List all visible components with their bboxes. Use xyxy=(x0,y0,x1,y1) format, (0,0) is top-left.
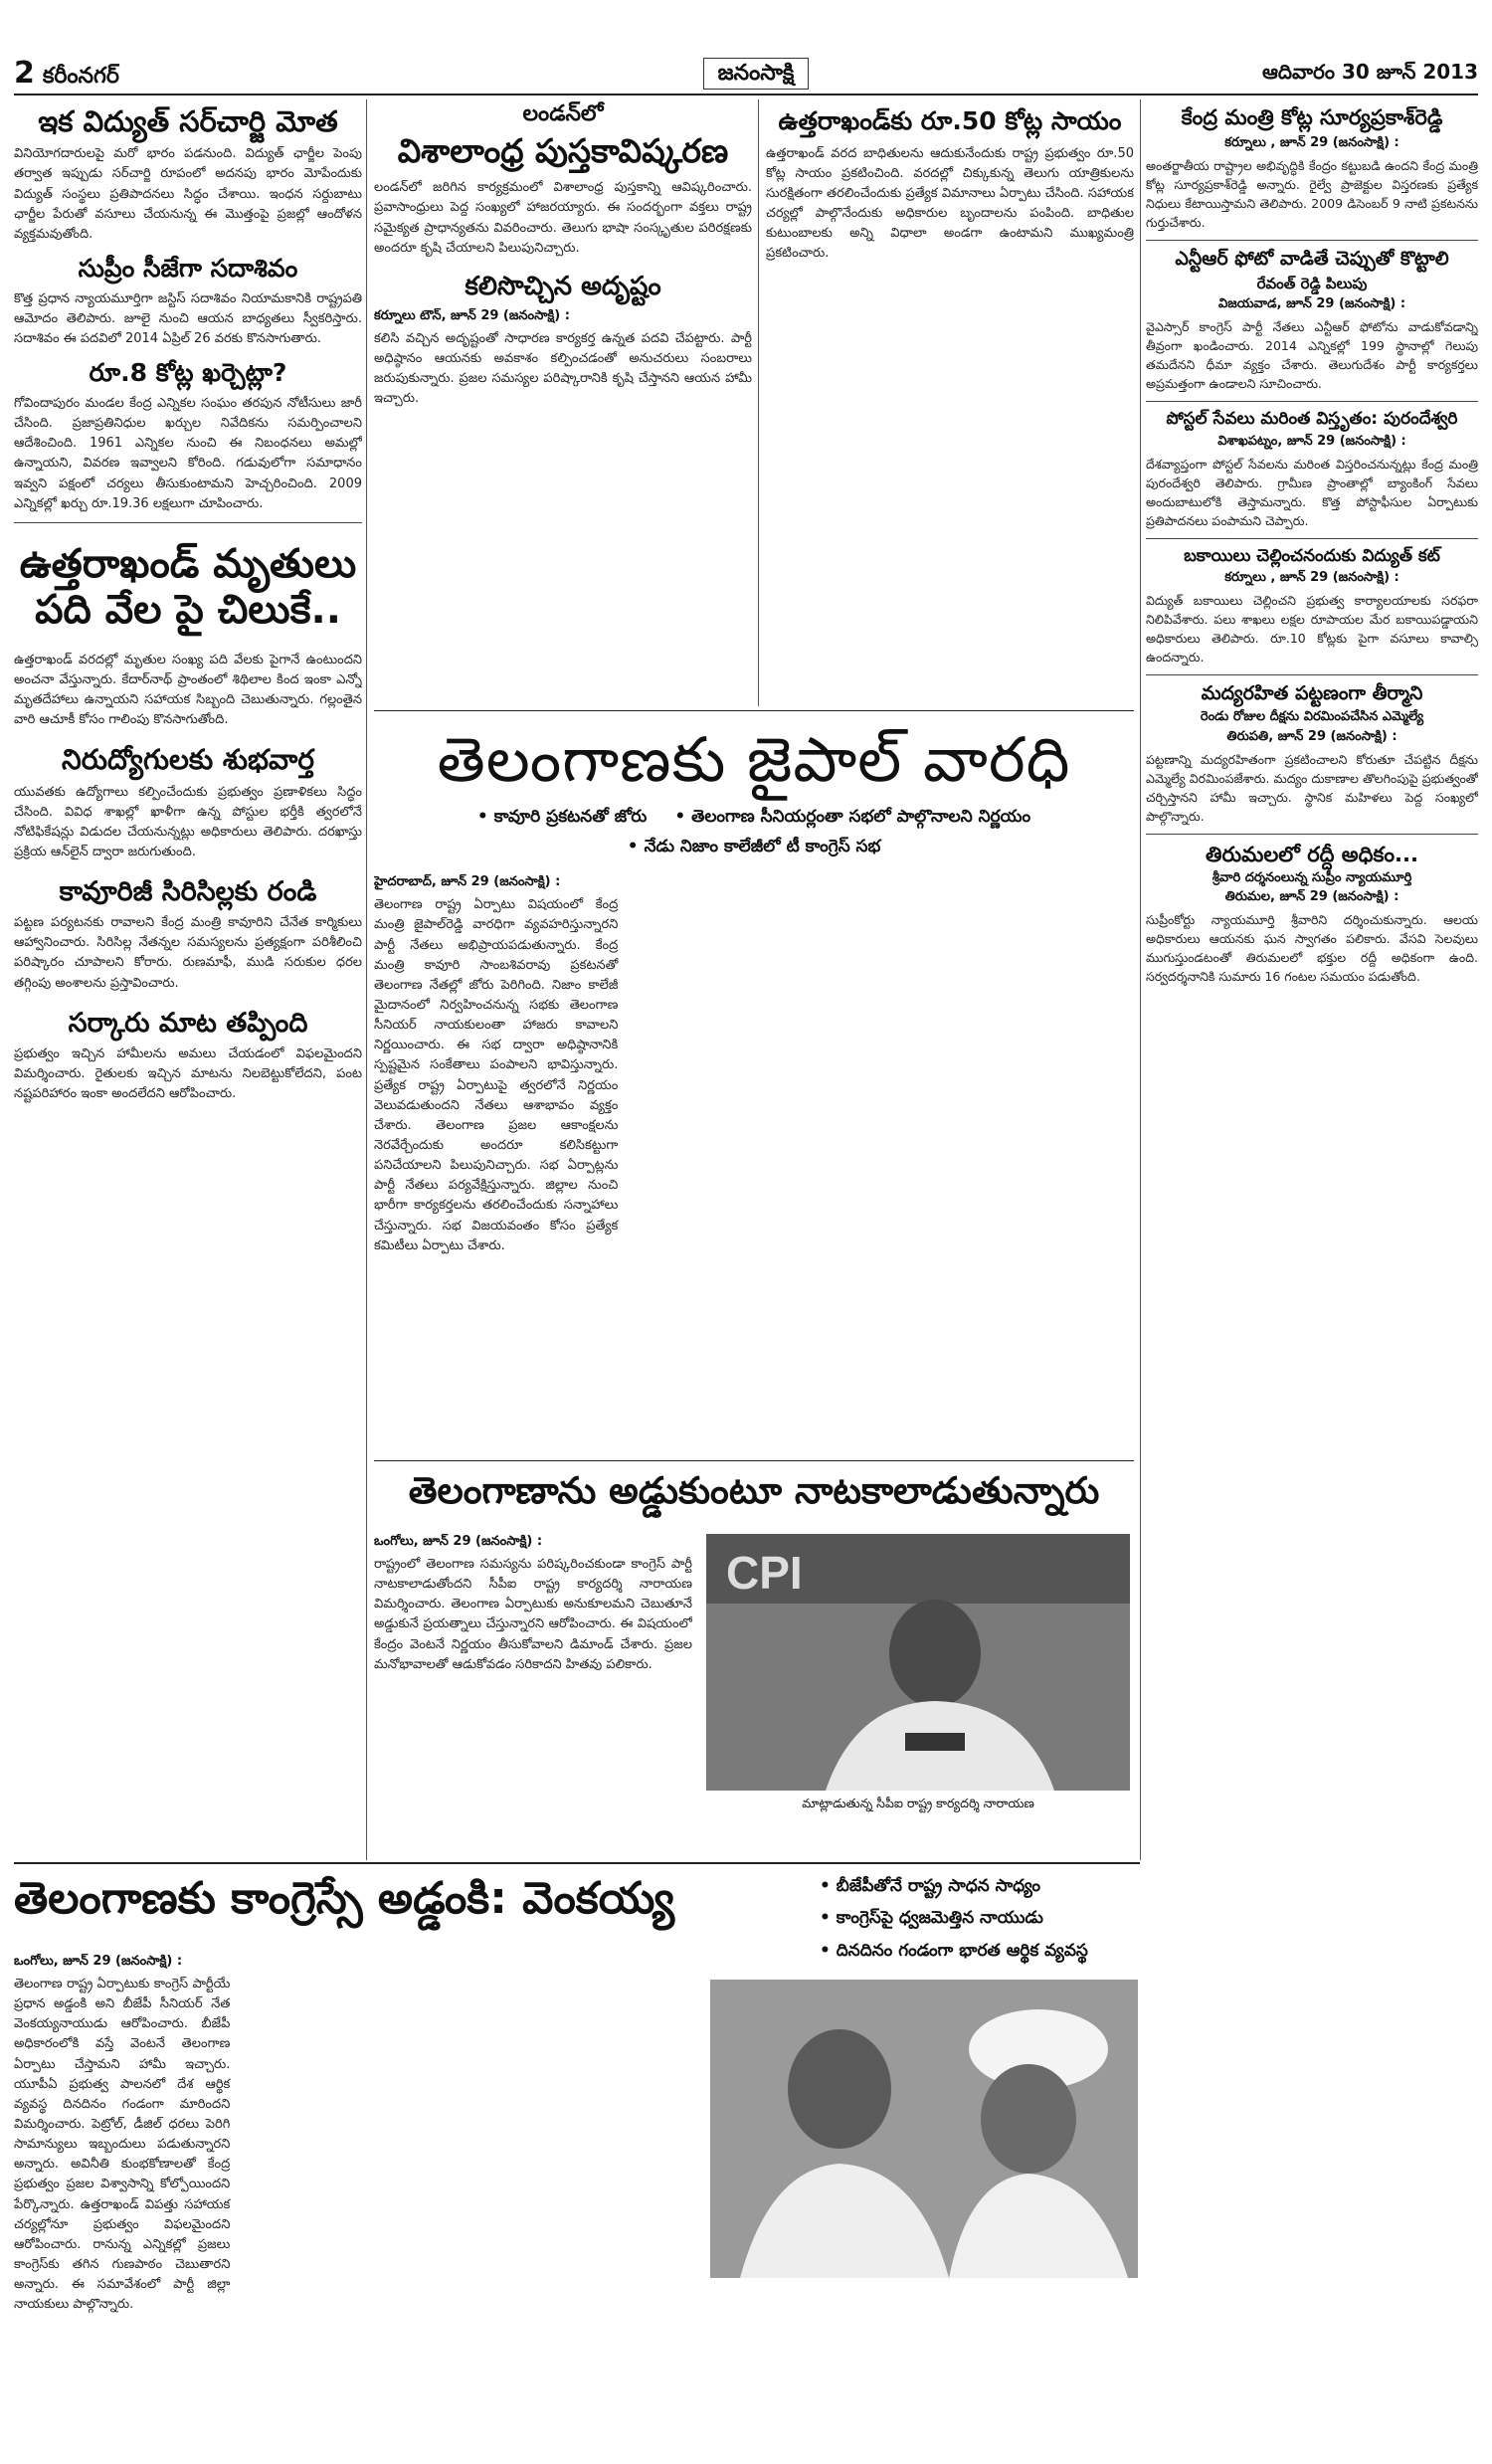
divider xyxy=(1146,674,1478,675)
cpi-banner-text: CPI xyxy=(726,1547,803,1599)
column-rule xyxy=(1140,99,1141,1860)
story-kotla-headline: కేంద్ర మంత్రి కోట్ల సూర్యప్రకాశ్‌రెడ్డి xyxy=(1181,105,1443,129)
lead-bullet: • తెలంగాణ సీనియర్లంతా సభలో పాల్గొనాలని నిర్ణయం xyxy=(674,807,1030,831)
cpi-byline: ఒంగోలు, జూన్ 29 (జనంసాక్షి) : xyxy=(374,1534,543,1549)
story-london-headline: విశాలాంధ్ర పుస్తకావిష్కరణ xyxy=(397,131,729,171)
story-postal-headline: పోస్టల్ సేవలు మరింత విస్తృతం: పురందేశ్వరి xyxy=(1166,408,1458,429)
story-kotla-body: అంతర్జాతీయ రాష్ట్రాల అభివృద్ధికి కేంద్రం కట్టుబడి ఉందని కేంద్ర మంత్రి కోట్ల సూర్యప్రకాశ్‌రెడ్డి అన్నారు. రైల్వే ప్రాజెక్టుల విస్తరణకు ప్రత్యేక నిధులు కేటాయిస్తామని తెలిపారు. 2009 డిసెంబర్ 9 నాటి ప్రకటనను గుర్తుచేశారు. xyxy=(1146,158,1478,231)
story-kotla-byline: కర్నూలు , జూన్ 29 (జనంసాక్షి) : xyxy=(1224,135,1399,151)
lead-bullets xyxy=(374,807,1134,831)
story-surcharge-body: వినియోగదారులపై మరో భారం పడనుంది. విద్యుత్ ఛార్జీల పెంపు తర్వాత ఇప్పుడు సర్‌చార్జి రూపంలో అదనపు భారం మోపేందుకు విద్యుత్ సంస్థలు ప్రతిపాదనలు సిద్ధం చేశాయి. ఇంధన సర్దుబాటు ఛార్జీల పేరుతో వసూలు చేయనున్న ఈ మొత్తంపై ప్రజల్లో ఆందోళన వ్యక్తమవుతోంది. xyxy=(14,146,362,242)
venkaiah-bullet: • కాంగ్రెస్‌పై ధ్వజమెత్తిన నాయుడు xyxy=(820,1902,1140,1934)
divider xyxy=(1146,240,1478,241)
lead-body-columns xyxy=(374,874,1134,1392)
story-liquor-byline: తిరుపతి, జూన్ 29 (జనంసాక్షి) : xyxy=(1226,728,1398,744)
story-venkaiah xyxy=(14,1870,1140,2447)
masthead-center xyxy=(647,58,865,90)
cpi-caption: మాట్లాడుతున్న సీపీఐ రాష్ట్ర కార్యదర్శి నారాయణ xyxy=(802,1796,1034,1810)
story-tirumala-body: సుప్రీంకోర్టు న్యాయమూర్తి శ్రీవారిని దర్శించుకున్నారు. ఆలయ అధికారులు ఆయనకు ఘన స్వాగతం పలికారు. వేసవి సెలవులు ముగుస్తుండటంతో తిరుమలలో భక్తుల రద్దీ అధికంగా ఉంది. సర్వదర్శనానికి సుమారు 16 గంటల సమయం పడుతోంది. xyxy=(1146,912,1478,985)
lead-top-rule xyxy=(374,710,1134,711)
story-ntr-subhead: రేవంత్ రెడ్డి పిలుపు xyxy=(1256,274,1368,292)
story-ntr-body: వైఎస్సార్ కాంగ్రెస్ పార్టీ నేతలు ఎన్టీఆర్ ఫోటోను వాడుకోవడాన్ని తీవ్రంగా ఖండించారు. 2014 ఎన్నికల్లో 199 స్థానాల్లో గెలుపు తమదేనని ధీమా వ్యక్తం చేశారు. తెలుగుదేశం పార్టీ కార్యకర్తలు అప్రమత్తంగా ఉండాలని సూచించారు. xyxy=(1146,318,1478,391)
story-luck-body: కలిసి వచ్చిన అదృష్టంతో సాధారణ కార్యకర్త ఉన్నత పదవి చేపట్టారు. పార్టీ అధిష్ఠానం ఆయనకు అవకాశం కల్పించడంతో అనుచరులు సంబరాలు జరుపుకున్నారు. ప్రజల సమస్యల పరిష్కారానికి కృషి చేస్తానని ఆయన హామీ ఇచ్చారు. xyxy=(374,330,752,407)
story-london-body: లండన్‌లో జరిగిన కార్యక్రమంలో విశాలాంధ్ర పుస్తకాన్ని ఆవిష్కరించారు. ప్రవాసాంధ్రులు పెద్ద సంఖ్యలో హాజరయ్యారు. ఈ సందర్భంగా వక్తలు రాష్ట్ర సమైక్యత ప్రాధాన్యతను వివరించారు. తెలుగు భాషా సంస్కృతుల పరిరక్షణకు అందరూ కృషి చేయాలని పిలుపునిచ్చారు. xyxy=(374,180,752,256)
page-number: 2 xyxy=(14,56,35,91)
venkaiah-photo xyxy=(710,1980,1138,2278)
cpi-photo xyxy=(706,1534,1130,1791)
story-cpi xyxy=(374,1466,1134,1854)
lead-bullet: • నేడు నిజాం కాలేజీలో టీ కాంగ్రెస్ సభ xyxy=(628,837,880,860)
story-expense-headline: రూ.8 కోట్ల ఖర్చెట్లా? xyxy=(89,358,287,388)
venkaiah-bullets xyxy=(820,1870,1140,1980)
column-london xyxy=(374,99,752,706)
divider xyxy=(1146,538,1478,539)
story-surcharge-headline: ఇక విద్యుత్ సర్‌చార్జి మోత xyxy=(38,104,338,138)
story-luck-byline: కర్నూలు టౌన్, జూన్ 29 (జనంసాక్షి) : xyxy=(374,307,570,323)
story-jobs-body: యువతకు ఉద్యోగాలు కల్పించేందుకు ప్రభుత్వం ప్రణాళికలు సిద్ధం చేసింది. వివిధ శాఖల్లో ఖాళీగా ఉన్న పోస్టుల భర్తీకి త్వరలోనే నోటిఫికేషన్లు విడుదల చేయనున్నట్లు అధికారులు తెలిపారు. దరఖాస్తు ప్రక్రియ ఆన్‌లైన్ ద్వారా జరుగుతుంది. xyxy=(14,784,362,859)
column-rule xyxy=(366,99,367,1860)
story-sadasivam-headline: సుప్రీం సీజేగా సదాశివం xyxy=(78,254,298,284)
story-uttarakhand-deaths-headline: ఉత్తరాఖండ్ మృతులు పది వేల పై చిలుకే.. xyxy=(19,540,357,633)
story-govt-promise-body: ప్రభుత్వం ఇచ్చిన హామీలను అమలు చేయడంలో విఫలమైందని విమర్శించారు. రైతులకు ఇచ్చిన మాటను నిలబెట్టుకోలేదని, పంట నష్టపరిహారం ఇంకా అందలేదని ఆరోపించారు. xyxy=(14,1045,362,1102)
lead-bullets xyxy=(374,837,1134,860)
venkaiah-bullet: • బీజేపీతోనే రాష్ట్ర సాధన సాధ్యం xyxy=(820,1870,1140,1902)
lead-bullet: • కావూరి ప్రకటనతో జోరు xyxy=(477,807,647,831)
section-name: కరీంనగర్ xyxy=(42,64,119,89)
story-tirumala-byline: తిరుమల, జూన్ 29 (జనంసాక్షి) : xyxy=(1224,889,1399,905)
masthead xyxy=(14,56,1478,92)
story-liquor-headline: మద్యరహిత పట్టణంగా తీర్మాని xyxy=(1201,682,1423,705)
venkaiah-bullet: • దినదినం గండంగా భారత ఆర్థిక వ్యవస్థ xyxy=(820,1935,1140,1967)
paper-name: జనంసాక్షి xyxy=(703,58,810,90)
story-aid-headline: ఉత్తరాఖండ్‌కు రూ.50 కోట్ల సాయం xyxy=(778,106,1122,135)
venkaiah-byline: ఒంగోలు, జూన్ 29 (జనంసాక్షి) : xyxy=(14,1954,183,1969)
venkaiah-body: తెలంగాణ రాష్ట్ర ఏర్పాటుకు కాంగ్రెస్ పార్టీయే ప్రధాన అడ్డంకి అని బీజేపీ సీనియర్ నేత వెంకయ్యనాయుడు ఆరోపించారు. బీజేపీ అధికారంలోకి వస్తే వెంటనే తెలంగాణ ఏర్పాటు చేస్తామని హామీ ఇచ్చారు. యూపీఏ ప్రభుత్వ పాలనలో దేశ ఆర్థిక వ్యవస్థ దినదినం గండంగా మారిందని విమర్శించారు. పెట్రోల్, డీజిల్ ధరలు పెరిగి సామాన్యులు ఇబ్బందులు పడుతున్నారని అన్నారు. అవినీతి కుంభకోణాలతో కేంద్ర ప్రభుత్వం ప్రజల విశ్వాసాన్ని కోల్పోయిందని పేర్కొన్నారు. ఉత్తరాఖండ్ విపత్తు సహాయక చర్యల్లోనూ ప్రభుత్వం విఫలమైందని ఆరోపించారు. రానున్న ఎన్నికల్లో ప్రజలు కాంగ్రెస్‌కు తగిన గుణపాఠం చెబుతారని అన్నారు. ఈ సమావేశంలో పార్టీ జిల్లా నాయకులు పాల్గొన్నారు. xyxy=(14,1977,231,2313)
masthead-rule xyxy=(14,94,1478,95)
story-aid-body: ఉత్తరాఖండ్ వరద బాధితులను ఆదుకునేందుకు రాష్ట్ర ప్రభుత్వం రూ.50 కోట్ల సాయం ప్రకటించింది. వరదల్లో చిక్కుకున్న తెలుగు యాత్రికులను సురక్షితంగా తరలించేందుకు ప్రత్యేక విమానాలు ఏర్పాటు చేసింది. సహాయక చర్యల్లో పాల్గొనేందుకు అధికారుల బృందాలను పంపింది. బాధితుల కుటుంబాలకు అన్ని విధాలా అండగా ఉంటామని ముఖ్యమంత్రి ప్రకటించారు. xyxy=(766,145,1134,262)
cpi-body-wrap xyxy=(374,1534,692,1852)
lead-byline: హైదరాబాద్, జూన్ 29 (జనంసాక్షి) : xyxy=(374,874,561,890)
lead-story xyxy=(374,716,1134,1457)
lead-body: తెలంగాణ రాష్ట్ర ఏర్పాటు విషయంలో కేంద్ర మంత్రి జైపాల్‌రెడ్డి వారధిగా వ్యవహరిస్తున్నారని పార్టీ నేతలు అభిప్రాయపడుతున్నారు. కేంద్ర మంత్రి కావూరి సాంబశివరావు ప్రకటనతో తెలంగాణ నేతల్లో జోరు పెరిగింది. నిజాం కాలేజీ మైదానంలో నిర్వహించనున్న సభకు తెలంగాణ సీనియర్ నాయకులంతా హాజరు కావాలని నిర్ణయించారు. ఈ సభ ద్వారా అధిష్ఠానానికి స్పష్టమైన సంకేతాలు పంపాలని భావిస్తున్నారు. ప్రత్యేక రాష్ట్ర ఏర్పాటుపై త్వరలోనే నిర్ణయం వెలువడుతుందని నేతలు ఆశాభావం వ్యక్తం చేశారు. తెలంగాణ ప్రజల ఆకాంక్షలను నెరవేర్చేందుకు అందరూ కలిసికట్టుగా పనిచేయాలని పిలుపునిచ్చారు. సభ ఏర్పాట్లను పార్టీ నేతలు పర్యవేక్షిస్తున్నారు. జిల్లాల నుంచి భారీగా కార్యకర్తలను తరలించేందుకు సన్నాహాలు చేస్తున్నారు. సభ విజయవంతం కోసం ప్రత్యేక కమిటీలు ఏర్పాటు చేశారు. xyxy=(374,897,619,1253)
venkaiah-headline: తెలంగాణకు కాంగ్రెస్సే అడ్డంకి: వెంకయ్య xyxy=(14,1873,674,1924)
divider xyxy=(14,522,362,523)
story-tirumala-subhead: శ్రీవారి దర్శనంలున్న సుప్రీం న్యాయమూర్తి xyxy=(1212,869,1412,885)
date-line: ఆదివారం 30 జూన్ 2013 xyxy=(1261,60,1478,84)
story-liquor-subhead: రెండు రోజుల దీక్షను విరమింపచేసిన ఎమ్మెల్యే xyxy=(1200,708,1424,724)
story-london-kicker: లండన్‌లో xyxy=(522,101,604,126)
divider xyxy=(1146,834,1478,835)
story-luck-headline: కలిసొచ్చిన అదృష్టం xyxy=(465,271,661,301)
story-govt-promise-headline: సర్కారు మాట తప్పింది xyxy=(68,1007,308,1039)
column-right xyxy=(1146,99,1478,2447)
story-sircilla-body: పట్టణ పర్యటనకు రావాలని కేంద్ర మంత్రి కావూరిని చేనేత కార్మికులు ఆహ్వానించారు. సిరిసిల్ల నేతన్నల సమస్యలను ప్రత్యక్షంగా పరిశీలించి పరిష్కారం చూపాలని కోరారు. రుణమాఫీ, ముడి సరుకుల ధరల తగ్గింపు అంశాలను ప్రస్తావించారు. xyxy=(14,915,362,991)
story-postal-byline: విశాఖపట్నం, జూన్ 29 (జనంసాక్షి) : xyxy=(1217,433,1406,449)
column-uttarakhand-aid xyxy=(766,99,1134,706)
story-power-cut-byline: కర్నూలు , జూన్ 29 (జనంసాక్షి) : xyxy=(1224,570,1399,586)
cpi-top-rule xyxy=(374,1460,1134,1461)
venkaiah-photo-art xyxy=(710,1980,1138,2278)
story-sircilla-headline: కావూరిజీ సిరిసిల్లకు రండి xyxy=(59,876,317,908)
story-liquor-body: పట్టణాన్ని మద్యరహితంగా ప్రకటించాలని కోరుతూ చేపట్టిన దీక్షను ఎమ్మెల్యే విరమింపజేశారు. మద్యం దుకాణాల తొలగింపుపై ప్రభుత్వంతో చర్చిస్తానని హామీ ఇచ్చారు. స్థానిక మహిళలు పెద్ద సంఖ్యలో పాల్గొన్నారు. xyxy=(1146,751,1478,824)
story-postal-body: దేశవ్యాప్తంగా పోస్టల్ సేవలను మరింత విస్తరించనున్నట్లు కేంద్ర మంత్రి పురందేశ్వరి తెలిపారు. గ్రామీణ ప్రాంతాల్లో బ్యాంకింగ్ సేవలు అందుబాటులోకి తెస్తామన్నారు. కొత్త పోస్టాఫీసుల ఏర్పాటుకు ప్రతిపాదనలు పంపామని చెప్పారు. xyxy=(1146,456,1478,528)
venkaiah-top-rule xyxy=(14,1862,1140,1864)
story-power-cut-headline: బకాయిలు చెల్లించనందుకు విద్యుత్ కట్ xyxy=(1184,545,1440,566)
cpi-headline: తెలంగాణాను అడ్డుకుంటూ నాటకాలాడుతున్నారు xyxy=(408,1469,1100,1512)
story-ntr-byline: విజయవాడ, జూన్ 29 (జనంసాక్షి) : xyxy=(1217,295,1406,311)
cpi-photo-art xyxy=(706,1534,1130,1791)
story-uttarakhand-deaths-body: ఉత్తరాఖండ్ వరదల్లో మృతుల సంఖ్య పది వేలకు పైగానే ఉంటుందని అంచనా వేస్తున్నారు. కేదార్‌నాథ్ ప్రాంతంలో శిథిలాల కింద ఇంకా ఎన్నో మృతదేహాలు ఉన్నాయని సహాయక సిబ్బంది చెబుతున్నారు. గల్లంతైన వారి ఆచూకీ కోసం గాలింపు కొనసాగుతోంది. xyxy=(14,652,362,728)
story-tirumala-headline: తిరుమలలో రద్దీ అధికం... xyxy=(1206,842,1418,866)
story-sadasivam-body: కొత్త ప్రధాన న్యాయమూర్తిగా జస్టిస్ సదాశివం నియామకానికి రాష్ట్రపతి ఆమోదం తెలిపారు. జూలై నుంచి ఆయన బాధ్యతలు స్వీకరిస్తారు. సదాశివం ఈ పదవిలో 2014 ఏప్రిల్ 26 వరకు కొనసాగుతారు. xyxy=(14,290,362,347)
story-jobs-headline: నిరుద్యోగులకు శుభవార్త xyxy=(62,743,314,777)
column-left xyxy=(14,99,362,1860)
column-rule xyxy=(758,99,759,706)
venkaiah-body-columns xyxy=(14,1954,690,2441)
cpi-body: రాష్ట్రంలో తెలంగాణ సమస్యను పరిష్కరించకుండా కాంగ్రెస్ పార్టీ నాటకాలాడుతోందని సీపీఐ రాష్ట్ర కార్యదర్శి నారాయణ విమర్శించారు. తెలంగాణ ఏర్పాటుకు అనుకూలమని చెబుతూనే అడ్డుకునే ప్రయత్నాలు చేస్తున్నారని ఆరోపించారు. ఈ విషయంలో కేంద్రం వెంటనే నిర్ణయం తీసుకోవాలని డిమాండ్ చేశారు. ప్రజల మనోభావాలతో ఆడుకోవడం సరికాదని హితవు పలికారు. xyxy=(374,1557,692,1672)
lead-headline: తెలంగాణకు జైపాల్ వారధి xyxy=(437,723,1071,796)
story-ntr-headline: ఎన్టీఆర్ ఫోటో వాడితే చెప్పుతో కొట్టాలి xyxy=(1175,248,1449,271)
masthead-left xyxy=(14,56,312,92)
story-expense-body: గోవిందాపురం మండల కేంద్ర ఎన్నికల సంఘం తరపున నోటీసులు జారీ చేసింది. ప్రజాప్రతినిధుల ఖర్చుల నివేదికను సమర్పించాలని ఆదేశించింది. 1961 ఎన్నికల నుంచి ఈ నిబంధనలు అమల్లో ఉన్నాయని, వివరణ ఇవ్వాలని కోరింది. గడువులోగా సమాధానం ఇవ్వని పక్షంలో చర్యలు తీసుకుంటామని హెచ్చరించింది. 2009 ఎన్నికల్లో ఖర్చు రూ.19.36 లక్షలుగా చూపించారు. xyxy=(14,395,362,511)
story-power-cut-body: విద్యుత్ బకాయిలు చెల్లించని ప్రభుత్వ కార్యాలయాలకు సరఫరా నిలిపివేశారు. పలు శాఖలు లక్షల రూపాయల మేర బకాయిపడ్డాయని అధికారులు తెలిపారు. రూ.10 కోట్లకు పైగా వసూలు కావాల్సి ఉందన్నారు. xyxy=(1146,593,1478,665)
divider xyxy=(1146,401,1478,402)
